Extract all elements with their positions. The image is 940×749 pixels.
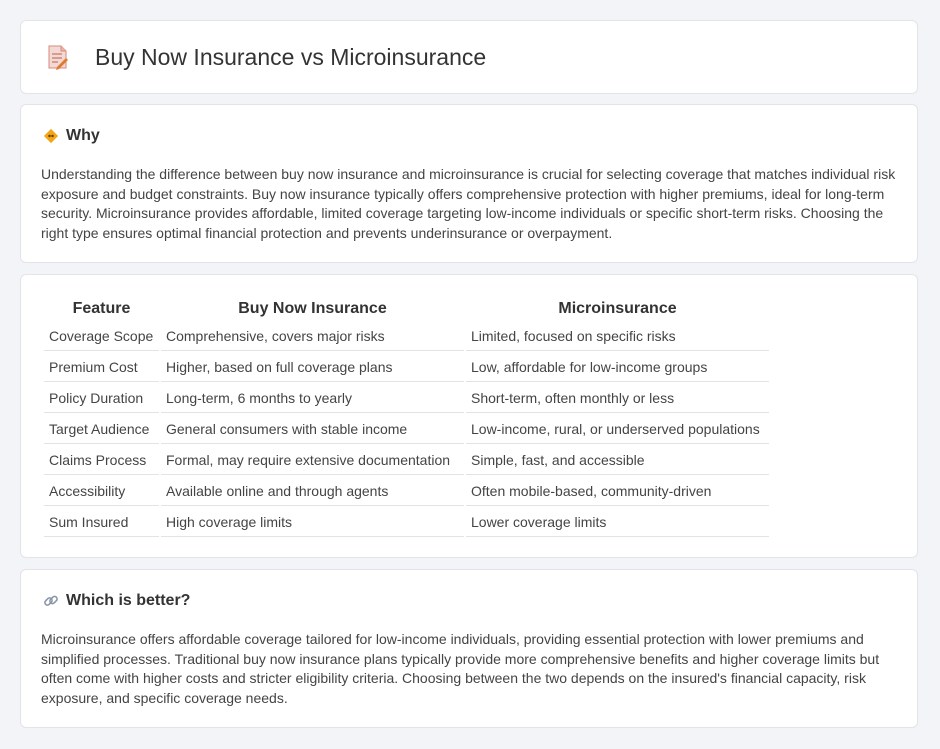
table-row [44,446,769,475]
table-row [44,415,769,444]
comparison-card [20,274,918,558]
table-row [44,477,769,506]
why-section [20,104,918,263]
better-title: Which is better? [66,592,191,609]
table-header-row [44,297,769,320]
diamond-sign-icon [43,128,59,144]
title-row [43,43,486,71]
buy-now-cell: Comprehensive, covers major risks [161,322,464,351]
column-header: Buy Now Insurance [238,300,387,317]
buy-now-cell: High coverage limits [161,508,464,537]
comparison-table [42,295,771,539]
micro-cell: Limited, focused on specific risks [466,322,769,351]
micro-cell: Low, affordable for low-income groups [466,353,769,382]
buy-now-cell: Formal, may require extensive documentation [161,446,464,475]
micro-cell: Low-income, rural, or underserved populations [466,415,769,444]
table-row [44,384,769,413]
why-text: Understanding the difference between buy now insurance and microinsurance is crucial for selecting coverage that matches individual risk exposure and budget constraints. Buy now insurance typically offers comprehensive protection with higher premiums, ideal for long-term security. Microinsurance provides affordable, limited coverage targeting low-income individuals or specific short-term risks. Choosing the right type ensures optimal financial protection and prevents underinsurance or overpayment. [41,166,896,241]
page-title: Buy Now Insurance vs Microinsurance [95,43,487,70]
why-heading [43,127,100,145]
feature-cell: Accessibility [44,477,159,506]
column-header: Feature [72,300,131,317]
which-is-better-section [20,569,918,728]
micro-cell: Lower coverage limits [466,508,769,537]
buy-now-cell: Long-term, 6 months to yearly [161,384,464,413]
feature-cell: Sum Insured [44,508,159,537]
buy-now-cell: Available online and through agents [161,477,464,506]
micro-cell: Often mobile-based, community-driven [466,477,769,506]
header-card [20,20,918,94]
table-row [44,508,769,537]
better-text: Microinsurance offers affordable coverage tailored for low-income individuals, providing essential protection with lower premiums and simplified processes. Traditional buy now insurance plans typically provide more comprehensive benefits and higher coverage limits but often come with higher costs and stricter eligibility criteria. Choosing between the two depends on the insured's financial capacity, risk exposure, and specific coverage needs. [41,631,880,706]
feature-cell: Coverage Scope [44,322,159,351]
micro-cell: Short-term, often monthly or less [466,384,769,413]
feature-cell: Policy Duration [44,384,159,413]
buy-now-cell: General consumers with stable income [161,415,464,444]
table-row [44,322,769,351]
micro-cell: Simple, fast, and accessible [466,446,769,475]
document-icon [43,43,71,71]
better-heading [43,592,190,610]
feature-cell: Premium Cost [44,353,159,382]
feature-cell: Claims Process [44,446,159,475]
column-header: Microinsurance [558,300,677,317]
link-icon [43,593,59,609]
feature-cell: Target Audience [44,415,159,444]
buy-now-cell: Higher, based on full coverage plans [161,353,464,382]
why-title: Why [66,127,100,144]
table-row [44,353,769,382]
